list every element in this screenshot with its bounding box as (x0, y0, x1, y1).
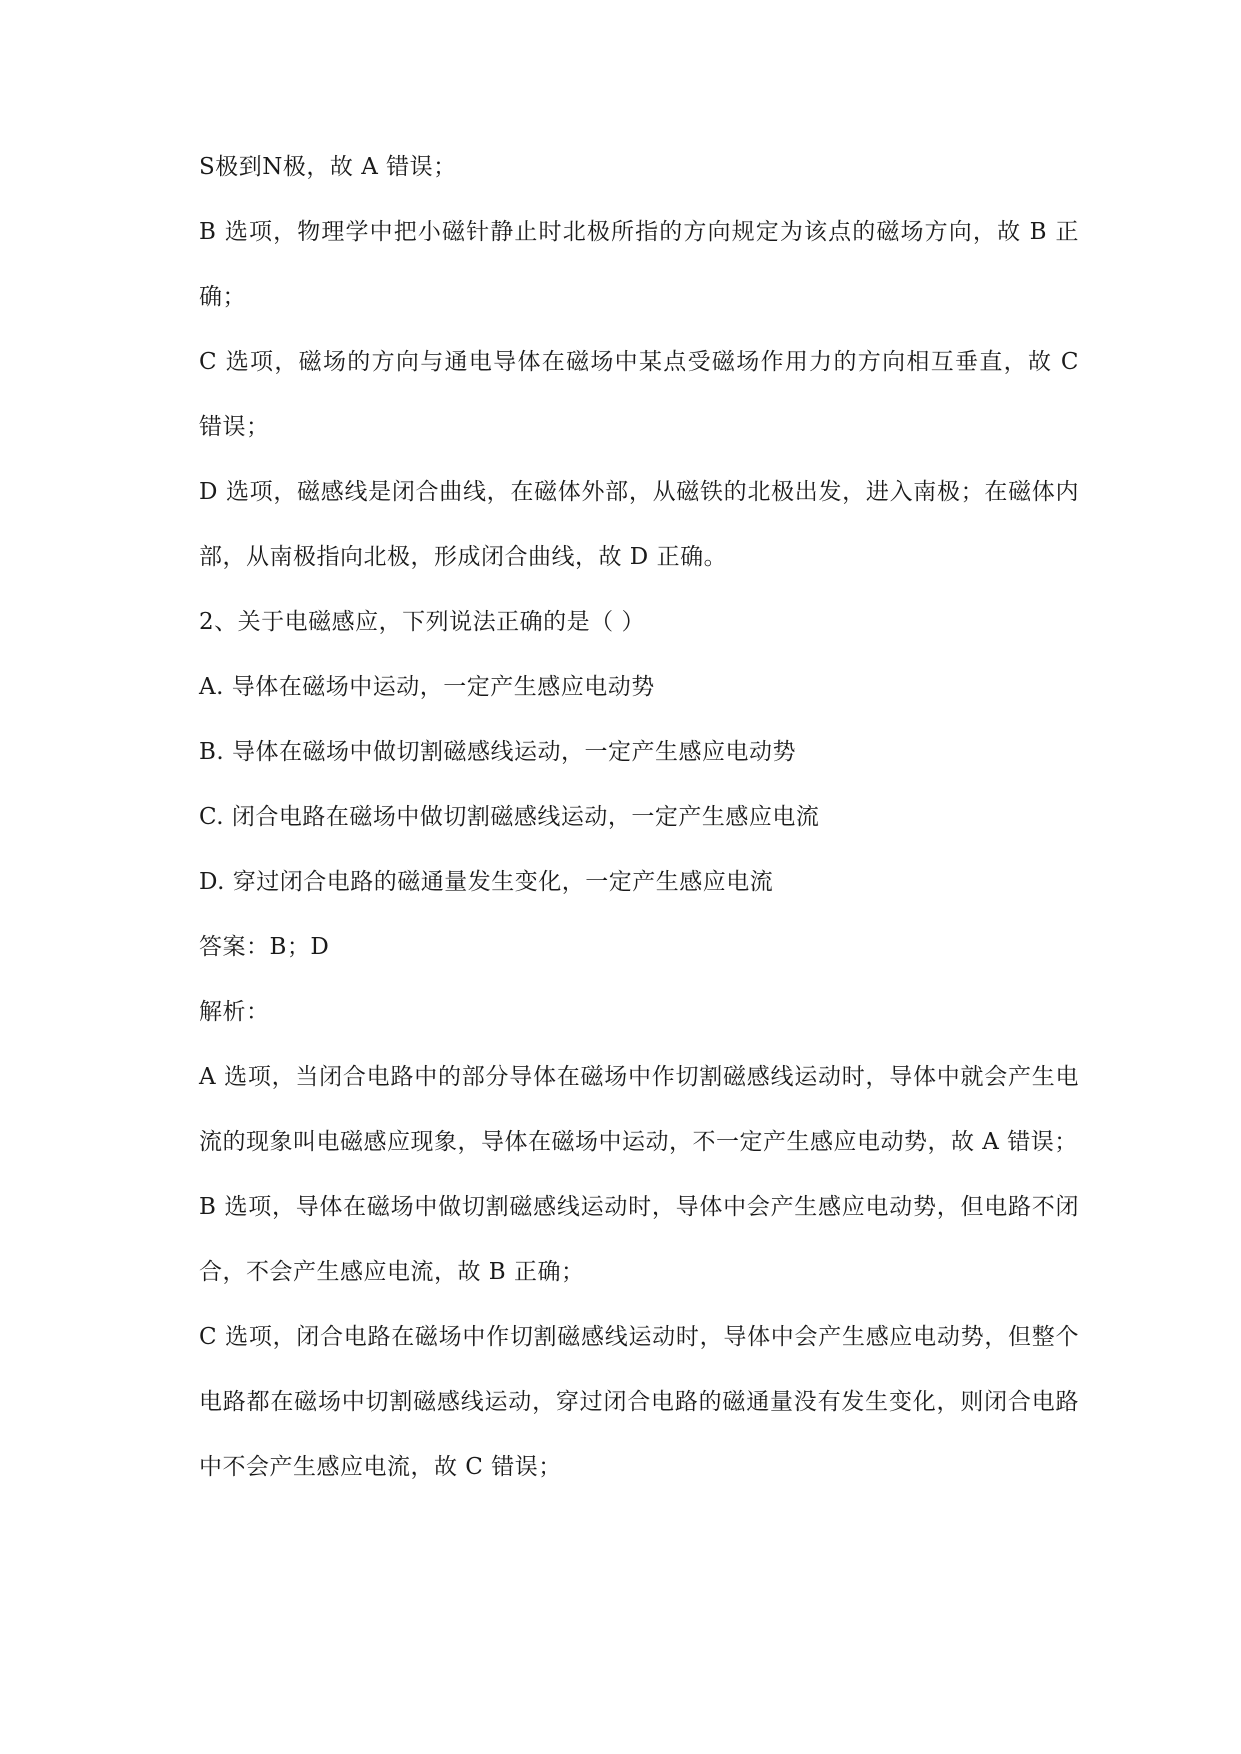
paragraph-explanation-c: C 选项，磁场的方向与通电导体在磁场中某点受磁场作用力的方向相互垂直，故 C 错误； (199, 349, 1079, 440)
question-2-option-b: B. 导体在磁场中做切割磁感线运动，一定产生感应电动势 (199, 739, 797, 765)
question-2-option-c: C. 闭合电路在磁场中做切割磁感线运动，一定产生感应电流 (199, 804, 820, 830)
paragraph-continuation-option-a: S极到N极，故 A 错误； (199, 154, 457, 180)
question-2-analysis-heading: 解析： (199, 999, 270, 1025)
paragraph-explanation-d: D 选项，磁感线是闭合曲线，在磁体外部，从磁铁的北极出发，进入南极；在磁体内部，从南极指向北极，形成闭合曲线，故 D 正确。 (199, 479, 1079, 570)
document-body (199, 135, 1079, 1500)
paragraph-explanation-b: B 选项，物理学中把小磁针静止时北极所指的方向规定为该点的磁场方向，故 B 正确； (199, 219, 1079, 310)
question-2-stem: 2、关于电磁感应，下列说法正确的是（ ） (199, 609, 645, 635)
question-2-option-a: A. 导体在磁场中运动，一定产生感应电动势 (199, 674, 655, 700)
question-2-answer: 答案：B；D (199, 934, 330, 960)
question-2-analysis-c: C 选项，闭合电路在磁场中作切割磁感线运动时，导体中会产生感应电动势，但整个电路都在磁场中切割磁感线运动，穿过闭合电路的磁通量没有发生变化，则闭合电路中不会产生感应电流，故 C 错误； (199, 1324, 1079, 1480)
question-2-option-d: D. 穿过闭合电路的磁通量发生变化，一定产生感应电流 (199, 869, 774, 895)
question-2-analysis-b: B 选项，导体在磁场中做切割磁感线运动时，导体中会产生感应电动势，但电路不闭合，不会产生感应电流，故 B 正确； (199, 1194, 1079, 1285)
question-2-analysis-a: A 选项，当闭合电路中的部分导体在磁场中作切割磁感线运动时，导体中就会产生电流的现象叫电磁感应现象，导体在磁场中运动，不一定产生感应电动势，故 A 错误； (199, 1064, 1079, 1155)
